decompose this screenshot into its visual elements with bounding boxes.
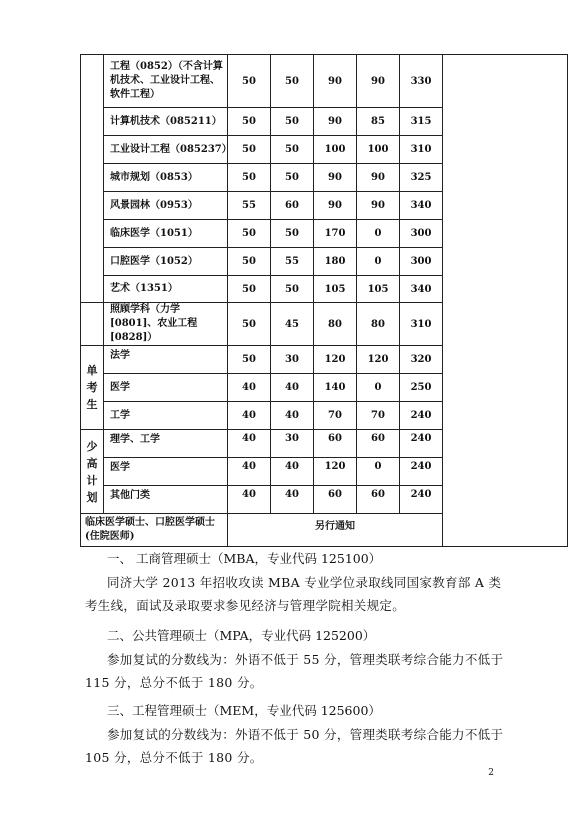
section-heading-mpa: 二、公共管理硕士（MPA，专业代码 125200） xyxy=(107,628,376,643)
group-cell-blank xyxy=(81,303,104,346)
score-cell: 50 xyxy=(228,346,271,374)
score-cell: 100 xyxy=(314,136,357,164)
subject-cell: 工学 xyxy=(104,402,228,430)
score-cell: 120 xyxy=(314,346,357,374)
score-cell: 105 xyxy=(314,276,357,303)
total-cell: 300 xyxy=(400,248,443,276)
total-cell: 340 xyxy=(400,276,443,303)
score-cell: 60 xyxy=(357,430,400,458)
score-cell: 40 xyxy=(228,402,271,430)
subject-cell: 临床医学（1051） xyxy=(104,220,228,248)
subject-cell: 其他门类 xyxy=(104,486,228,514)
subject-cell: 口腔医学（1052） xyxy=(104,248,228,276)
score-cell: 50 xyxy=(228,164,271,192)
score-cell: 40 xyxy=(271,486,314,514)
score-cell: 120 xyxy=(314,458,357,486)
score-cell: 0 xyxy=(357,458,400,486)
score-cell: 120 xyxy=(357,346,400,374)
score-cell: 90 xyxy=(357,192,400,220)
total-cell: 310 xyxy=(400,303,443,346)
score-cell: 0 xyxy=(357,220,400,248)
subject-cell: 工程（0852）（不含计算机技术、工业设计工程、软件工程） xyxy=(104,55,228,108)
total-cell: 340 xyxy=(400,192,443,220)
score-cell: 50 xyxy=(271,136,314,164)
score-cell: 40 xyxy=(271,402,314,430)
score-cell: 60 xyxy=(271,192,314,220)
footer-label: 临床医学硕士、口腔医学硕士(住院医师) xyxy=(81,514,228,547)
score-cell: 50 xyxy=(271,108,314,136)
total-cell: 315 xyxy=(400,108,443,136)
subject-cell: 工业设计工程（085237） xyxy=(104,136,228,164)
score-cell: 45 xyxy=(271,303,314,346)
total-cell: 300 xyxy=(400,220,443,248)
score-cell: 40 xyxy=(271,374,314,402)
score-cell: 50 xyxy=(228,136,271,164)
score-table xyxy=(80,54,568,547)
total-cell: 240 xyxy=(400,486,443,514)
total-cell: 325 xyxy=(400,164,443,192)
score-cell: 60 xyxy=(314,430,357,458)
score-cell: 80 xyxy=(357,303,400,346)
total-cell: 310 xyxy=(400,136,443,164)
score-cell: 40 xyxy=(228,458,271,486)
score-cell: 50 xyxy=(271,276,314,303)
subject-cell: 艺术（1351） xyxy=(104,276,228,303)
score-cell: 90 xyxy=(357,55,400,108)
score-cell: 90 xyxy=(314,164,357,192)
subject-cell: 风景园林（0953） xyxy=(104,192,228,220)
score-cell: 90 xyxy=(314,108,357,136)
score-cell: 85 xyxy=(357,108,400,136)
total-cell: 320 xyxy=(400,346,443,374)
score-cell: 50 xyxy=(228,248,271,276)
score-cell: 60 xyxy=(357,486,400,514)
score-cell: 50 xyxy=(271,164,314,192)
subject-cell: 照顾学科（力学[0801]、农业工程[0828]） xyxy=(104,303,228,346)
group-label-single-exam xyxy=(81,346,104,430)
score-cell: 40 xyxy=(271,458,314,486)
score-cell: 40 xyxy=(228,374,271,402)
group-label-text: 少高计划 xyxy=(86,439,98,504)
score-cell: 50 xyxy=(228,303,271,346)
remarks-cell xyxy=(443,55,568,547)
score-cell: 50 xyxy=(228,276,271,303)
subject-cell: 城市规划（0853） xyxy=(104,164,228,192)
subject-cell: 理学、工学 xyxy=(104,430,228,458)
footer-notice: 另行通知 xyxy=(228,514,443,547)
total-cell: 330 xyxy=(400,55,443,108)
score-cell: 0 xyxy=(357,248,400,276)
subject-cell: 医学 xyxy=(104,374,228,402)
score-cell: 50 xyxy=(228,108,271,136)
total-cell: 240 xyxy=(400,458,443,486)
score-cell: 70 xyxy=(314,402,357,430)
total-cell: 250 xyxy=(400,374,443,402)
score-cell: 90 xyxy=(314,192,357,220)
score-cell: 55 xyxy=(228,192,271,220)
section-body-mem: 参加复试的分数线为：外语不低于 50 分，管理类联考综合能力不低于 105 分，总分不低于 180 分。 xyxy=(85,727,504,765)
score-cell: 140 xyxy=(314,374,357,402)
total-cell: 240 xyxy=(400,402,443,430)
subject-cell: 法学 xyxy=(104,346,228,374)
score-cell: 55 xyxy=(271,248,314,276)
score-cell: 40 xyxy=(228,430,271,458)
total-cell: 240 xyxy=(400,430,443,458)
score-cell: 90 xyxy=(314,55,357,108)
score-cell: 30 xyxy=(271,346,314,374)
score-cell: 30 xyxy=(271,430,314,458)
score-cell: 180 xyxy=(314,248,357,276)
score-cell: 105 xyxy=(357,276,400,303)
score-cell: 60 xyxy=(314,486,357,514)
score-cell: 80 xyxy=(314,303,357,346)
score-cell: 50 xyxy=(271,55,314,108)
section-heading-mem: 三、工程管理硕士（MEM，专业代码 125600） xyxy=(107,703,381,718)
score-cell: 90 xyxy=(357,164,400,192)
score-cell: 170 xyxy=(314,220,357,248)
score-cell: 50 xyxy=(228,55,271,108)
score-cell: 100 xyxy=(357,136,400,164)
group-label-text: 单考生 xyxy=(86,364,98,411)
group-label-minority-plan xyxy=(81,430,104,514)
section-body-mpa: 参加复试的分数线为：外语不低于 55 分，管理类联考综合能力不低于 115 分，总分不低于 180 分。 xyxy=(85,652,504,690)
score-cell: 50 xyxy=(228,220,271,248)
subject-cell: 医学 xyxy=(104,458,228,486)
section-body-mba: 同济大学 2013 年招收攻读 MBA 专业学位录取线同国家教育部 A 类考生线，面试及录取要求参见经济与管理学院相关规定。 xyxy=(85,575,502,613)
score-cell: 50 xyxy=(271,220,314,248)
group-cell-blank xyxy=(81,55,104,303)
score-cell: 40 xyxy=(228,486,271,514)
score-cell: 70 xyxy=(357,402,400,430)
page-number: 2 xyxy=(488,768,494,778)
subject-cell: 计算机技术（085211） xyxy=(104,108,228,136)
score-cell: 0 xyxy=(357,374,400,402)
section-heading-mba: 一、 工商管理硕士（MBA，专业代码 125100） xyxy=(107,551,382,566)
table-row xyxy=(81,55,568,108)
